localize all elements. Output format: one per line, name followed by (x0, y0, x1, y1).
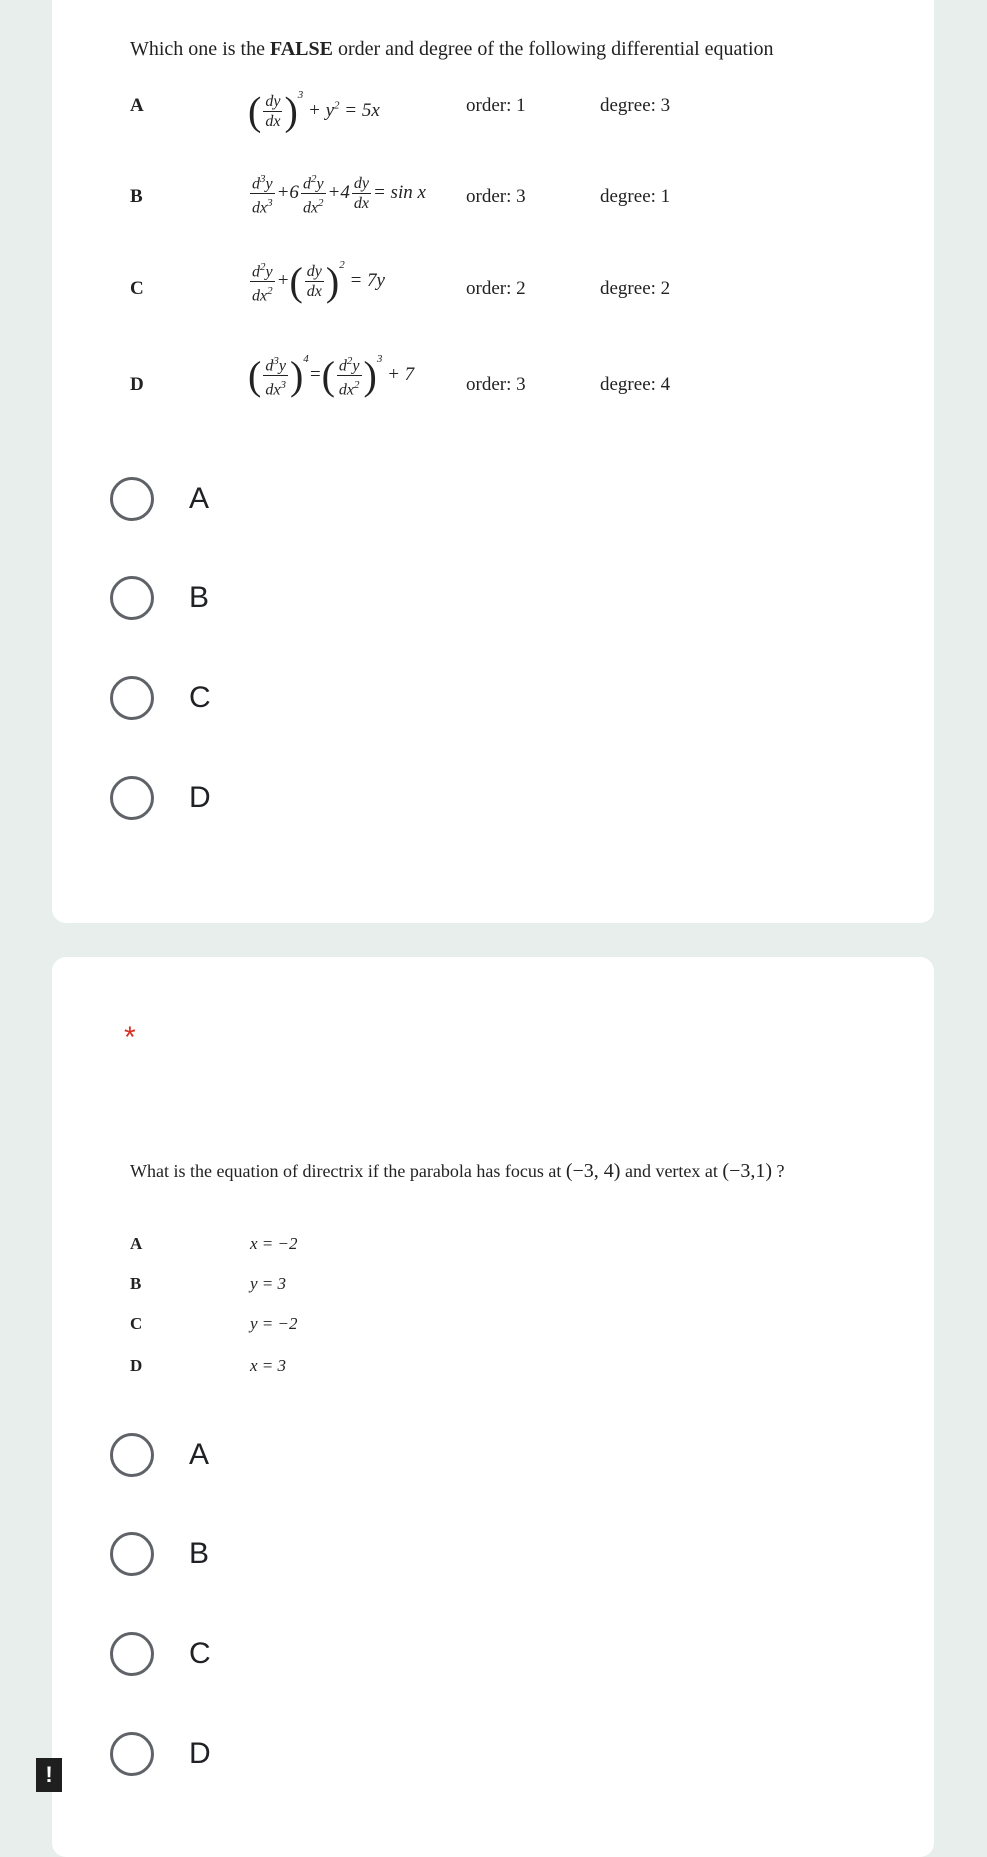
q2-choice-c[interactable]: C (110, 1627, 410, 1681)
q1-choice-c[interactable]: C (110, 671, 410, 725)
required-marker: * (124, 1021, 136, 1054)
equation-b: $\frac{d^3y}{dx^3}$ +6 $\frac{d^2y}{dx^2}$ +4 $\frac{dy}{dx}$ = sin x (252, 173, 426, 217)
alert-icon[interactable]: ! (36, 1758, 62, 1792)
radio-button[interactable] (110, 576, 154, 620)
radio-button[interactable] (110, 477, 154, 521)
q1-choice-b[interactable]: B (110, 571, 410, 625)
radio-button[interactable] (110, 676, 154, 720)
radio-button[interactable] (110, 776, 154, 820)
equation-d: ( $\frac{d^3y}{dx^3}$ )$^4$=( $\frac{d^2y}{dx^2}$ )$^3$ + 7 (248, 352, 415, 399)
question-1-text: Which one is the FALSE order and degree of the following differential equation (130, 38, 774, 60)
q1-choice-d[interactable]: D (110, 771, 410, 825)
q1-choice-a[interactable]: A (110, 472, 410, 526)
q2-choice-b[interactable]: B (110, 1527, 410, 1581)
question-card-1: Which one is the FALSE order and degree of the following differential equation A ( $\frac{dy}{dx}$ )$^3 + y^2 = 5x$ order: 1 degree: 3 B $\frac{d^3y}{dx^3}$ +6 $\frac{d^2y}{dx^2}$ +4 $\frac{dy}{dx}$ = sin x order: 3 degree: 1 C $\frac{d^2y}{dx^2}$ +( $\frac{dy}{dx}$ )$^2$ = 7y order: 2 degree: 2 D ( $\frac{d^3y}{dx^3}$ )$^4$=( $\frac{d^2y}{dx^2}$ )$^3$ + 7 order: 3 degree: 4 A B C D (52, 0, 934, 923)
equation-c: $\frac{d^2y}{dx^2}$ +( $\frac{dy}{dx}$ )$^2$ = 7y (252, 258, 385, 305)
q2-choice-d[interactable]: D (110, 1727, 410, 1781)
radio-button[interactable] (110, 1732, 154, 1776)
question-2-text: What is the equation of directrix if the parabola has focus at (−3, 4) and vertex at (−3,1) ? (130, 1160, 785, 1182)
radio-button[interactable] (110, 1632, 154, 1676)
radio-button[interactable] (110, 1532, 154, 1576)
q2-choice-a[interactable]: A (110, 1428, 410, 1482)
radio-button[interactable] (110, 1433, 154, 1477)
question-card-2: * What is the equation of directrix if the parabola has focus at (−3, 4) and vertex at (−3,1) ? A x = −2 B y = 3 C y = −2 D x = 3 A B C D (52, 957, 934, 1857)
equation-a: ( $\frac{dy}{dx}$ )$^3 + y^2 = 5x$ (248, 88, 380, 134)
